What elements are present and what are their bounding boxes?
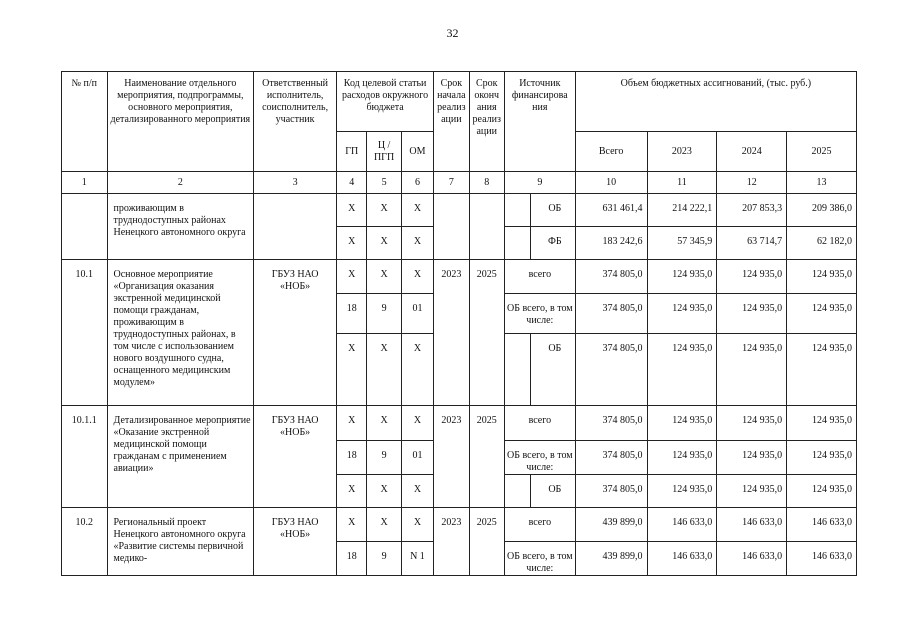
header-year-2023: 2023 bbox=[647, 132, 717, 172]
column-number: 5 bbox=[367, 172, 401, 194]
item-responsible: ГБУЗ НАО «НОБ» bbox=[254, 508, 337, 576]
amount-2024: 63 714,7 bbox=[717, 227, 787, 260]
column-number-row bbox=[62, 172, 857, 194]
header-end: Срок оконч ания реализ ации bbox=[469, 72, 504, 172]
amount-2024: 124 935,0 bbox=[717, 334, 787, 406]
start-year: 2023 bbox=[434, 406, 469, 508]
amount-2024: 207 853,3 bbox=[717, 194, 787, 227]
funding-source-label: ОБ bbox=[548, 203, 562, 214]
code-om: Х bbox=[401, 475, 433, 508]
amount-2025: 124 935,0 bbox=[787, 334, 857, 406]
amount-2023: 124 935,0 bbox=[647, 475, 717, 508]
code-cpgp: Х bbox=[367, 227, 401, 260]
code-gp: 18 bbox=[337, 441, 367, 475]
amount-2023: 214 222,1 bbox=[647, 194, 717, 227]
start-year bbox=[434, 194, 469, 260]
funding-source: всего bbox=[504, 260, 575, 294]
end-year: 2025 bbox=[469, 406, 504, 508]
amount-2023: 124 935,0 bbox=[647, 334, 717, 406]
code-gp: Х bbox=[337, 334, 367, 406]
code-om: Х bbox=[401, 260, 433, 294]
amount-2025: 146 633,0 bbox=[787, 508, 857, 542]
table-row bbox=[62, 194, 857, 227]
header-total: Всего bbox=[575, 132, 647, 172]
header-start: Срок начала реализ ации bbox=[434, 72, 469, 172]
amount-2024: 124 935,0 bbox=[717, 475, 787, 508]
amount-total: 439 899,0 bbox=[575, 542, 647, 576]
column-number: 11 bbox=[647, 172, 717, 194]
amount-2025: 124 935,0 bbox=[787, 294, 857, 334]
code-cpgp: Х bbox=[367, 334, 401, 406]
code-gp: Х bbox=[337, 227, 367, 260]
item-name: проживающим в труднодоступных районах Ненецкого автономного округа bbox=[107, 194, 254, 260]
column-number: 13 bbox=[787, 172, 857, 194]
end-year: 2025 bbox=[469, 260, 504, 406]
page-number: 32 bbox=[446, 26, 459, 40]
amount-2025: 124 935,0 bbox=[787, 406, 857, 441]
amount-2023: 124 935,0 bbox=[647, 441, 717, 475]
amount-2025: 124 935,0 bbox=[787, 441, 857, 475]
amount-2025: 62 182,0 bbox=[787, 227, 857, 260]
funding-source-label: ОБ bbox=[548, 484, 562, 495]
item-number bbox=[62, 194, 108, 260]
code-om: 01 bbox=[401, 441, 433, 475]
item-responsible: ГБУЗ НАО «НОБ» bbox=[254, 406, 337, 508]
code-om: Х bbox=[401, 227, 433, 260]
code-cpgp: Х bbox=[367, 508, 401, 542]
code-gp: 18 bbox=[337, 294, 367, 334]
column-number: 8 bbox=[469, 172, 504, 194]
amount-2025: 146 633,0 bbox=[787, 542, 857, 576]
amount-2023: 57 345,9 bbox=[647, 227, 717, 260]
amount-2025: 209 386,0 bbox=[787, 194, 857, 227]
column-number: 2 bbox=[107, 172, 254, 194]
amount-total: 374 805,0 bbox=[575, 334, 647, 406]
column-number: 12 bbox=[717, 172, 787, 194]
column-number: 9 bbox=[504, 172, 575, 194]
code-gp: Х bbox=[337, 406, 367, 441]
amount-2023: 146 633,0 bbox=[647, 508, 717, 542]
amount-2023: 124 935,0 bbox=[647, 294, 717, 334]
amount-2023: 124 935,0 bbox=[647, 260, 717, 294]
amount-total: 374 805,0 bbox=[575, 441, 647, 475]
end-year bbox=[469, 194, 504, 260]
code-cpgp: 9 bbox=[367, 294, 401, 334]
item-name: Детализированное мероприятие «Оказание экстренной медицинской помощи гражданам с применением авиации» bbox=[107, 406, 254, 508]
end-year: 2025 bbox=[469, 508, 504, 576]
table-row bbox=[62, 260, 857, 294]
funding-source: всего bbox=[504, 508, 575, 542]
funding-source bbox=[504, 194, 575, 227]
header-name: Наименование отдельного мероприятия, подпрограммы, основного мероприятия, детализированного мероприятия bbox=[107, 72, 254, 172]
amount-2023: 146 633,0 bbox=[647, 542, 717, 576]
item-name: Региональный проект Ненецкого автономного округа «Развитие системы первичной медико- bbox=[107, 508, 254, 576]
code-cpgp: Х bbox=[367, 475, 401, 508]
table-body bbox=[62, 194, 857, 576]
header-year-2024: 2024 bbox=[717, 132, 787, 172]
amount-2024: 146 633,0 bbox=[717, 542, 787, 576]
header-source: Источник финансирова ния bbox=[504, 72, 575, 172]
header-budget-code: Код целевой статьи расходов окружного бюджета bbox=[337, 72, 434, 132]
code-gp: Х bbox=[337, 508, 367, 542]
code-om: Х bbox=[401, 406, 433, 441]
code-cpgp: 9 bbox=[367, 542, 401, 576]
code-om: Х bbox=[401, 334, 433, 406]
amount-2025: 124 935,0 bbox=[787, 260, 857, 294]
start-year: 2023 bbox=[434, 508, 469, 576]
code-om: Х bbox=[401, 194, 433, 227]
amount-2024: 124 935,0 bbox=[717, 406, 787, 441]
header-om: ОМ bbox=[401, 132, 433, 172]
column-number: 7 bbox=[434, 172, 469, 194]
code-cpgp: Х bbox=[367, 260, 401, 294]
header-year-2025: 2025 bbox=[787, 132, 857, 172]
amount-2023: 124 935,0 bbox=[647, 406, 717, 441]
amount-2024: 124 935,0 bbox=[717, 441, 787, 475]
code-om: 01 bbox=[401, 294, 433, 334]
code-om: Х bbox=[401, 508, 433, 542]
funding-source: ОБ всего, в том числе: bbox=[504, 294, 575, 334]
code-cpgp: Х bbox=[367, 194, 401, 227]
code-om: N 1 bbox=[401, 542, 433, 576]
amount-total: 374 805,0 bbox=[575, 294, 647, 334]
amount-total: 183 242,6 bbox=[575, 227, 647, 260]
table-row bbox=[62, 406, 857, 441]
amount-2024: 124 935,0 bbox=[717, 260, 787, 294]
code-gp: Х bbox=[337, 260, 367, 294]
header-number: № п/п bbox=[62, 72, 108, 172]
funding-source: всего bbox=[504, 406, 575, 441]
item-responsible bbox=[254, 194, 337, 260]
amount-total: 374 805,0 bbox=[575, 260, 647, 294]
column-number: 3 bbox=[254, 172, 337, 194]
header-gp: ГП bbox=[337, 132, 367, 172]
code-gp: 18 bbox=[337, 542, 367, 576]
header-cpgp: Ц / ПГП bbox=[367, 132, 401, 172]
column-number: 10 bbox=[575, 172, 647, 194]
code-cpgp: Х bbox=[367, 406, 401, 441]
funding-source bbox=[504, 334, 575, 406]
column-number: 4 bbox=[337, 172, 367, 194]
funding-source: ОБ всего, в том числе: bbox=[504, 542, 575, 576]
amount-2024: 124 935,0 bbox=[717, 294, 787, 334]
amount-total: 374 805,0 bbox=[575, 475, 647, 508]
amount-total: 374 805,0 bbox=[575, 406, 647, 441]
amount-total: 631 461,4 bbox=[575, 194, 647, 227]
code-gp: Х bbox=[337, 475, 367, 508]
funding-source bbox=[504, 227, 575, 260]
funding-source bbox=[504, 475, 575, 508]
start-year: 2023 bbox=[434, 260, 469, 406]
code-gp: Х bbox=[337, 194, 367, 227]
amount-2024: 146 633,0 bbox=[717, 508, 787, 542]
amount-2025: 124 935,0 bbox=[787, 475, 857, 508]
item-responsible: ГБУЗ НАО «НОБ» bbox=[254, 260, 337, 406]
item-number: 10.1 bbox=[62, 260, 108, 406]
item-number: 10.1.1 bbox=[62, 406, 108, 508]
budget-table bbox=[61, 71, 857, 576]
header-responsible: Ответственный исполнитель, соисполнитель, участник bbox=[254, 72, 337, 172]
item-number: 10.2 bbox=[62, 508, 108, 576]
funding-source-label: ОБ bbox=[548, 343, 562, 354]
funding-source-label: ФБ bbox=[547, 236, 562, 247]
column-number: 6 bbox=[401, 172, 433, 194]
code-cpgp: 9 bbox=[367, 441, 401, 475]
amount-total: 439 899,0 bbox=[575, 508, 647, 542]
item-name: Основное мероприятие «Организация оказания экстренной медицинской помощи гражданам, проживающим в труднодоступных районах, в том числе с использованием нового воздушного судна, оснащенного медицинским модулем» bbox=[107, 260, 254, 406]
header-volume: Объем бюджетных ассигнований, (тыс. руб.) bbox=[575, 72, 856, 132]
column-number: 1 bbox=[62, 172, 108, 194]
table-row bbox=[62, 508, 857, 542]
funding-source: ОБ всего, в том числе: bbox=[504, 441, 575, 475]
